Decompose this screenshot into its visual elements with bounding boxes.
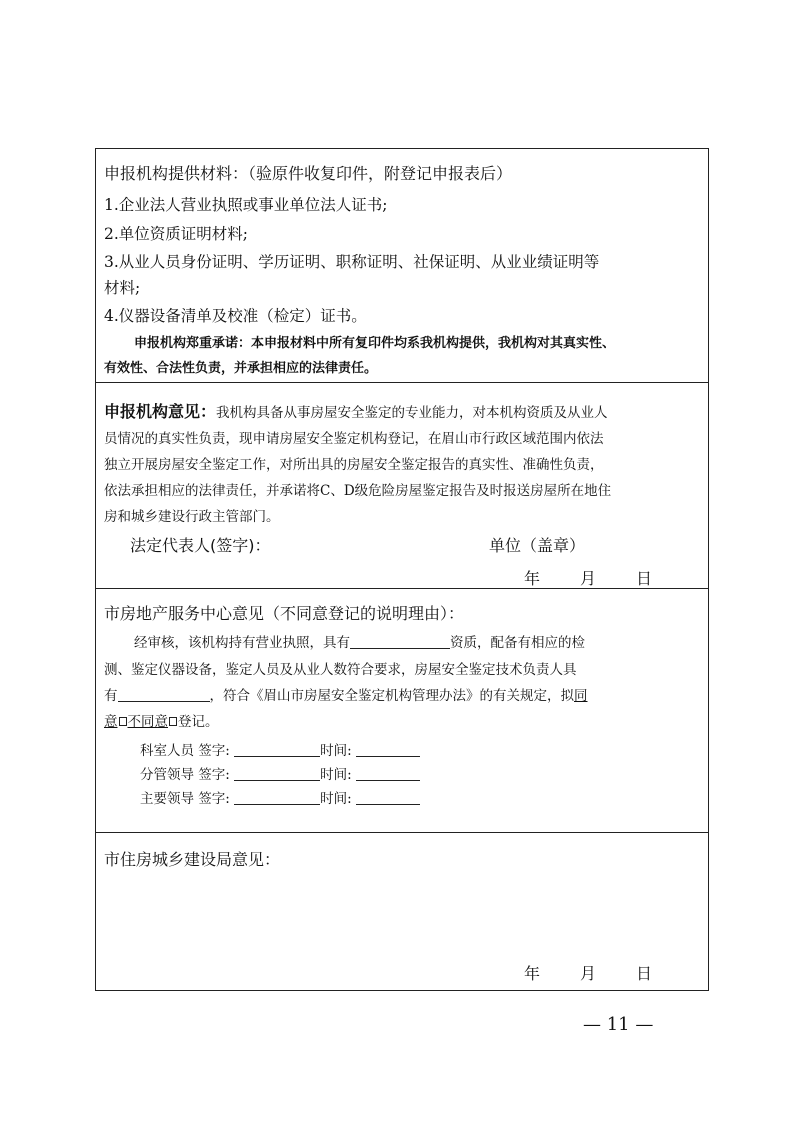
date-day-label: 日 bbox=[636, 964, 653, 983]
promise-line-2: 有效性、合法性负责，并承担相应的法律责任。 bbox=[104, 361, 378, 376]
unit-seal-label: 单位（盖章） bbox=[489, 536, 586, 555]
application-form bbox=[95, 148, 709, 991]
time-blank[interactable] bbox=[356, 765, 420, 781]
applicant-opinion-label: 申报机构意见： bbox=[104, 402, 217, 421]
promise-line-1: 申报机构郑重承诺：本申报材料中所有复印件均系我机构提供，我机构对其真实性、 bbox=[134, 336, 616, 351]
disagree-checkbox[interactable] bbox=[169, 717, 177, 726]
material-item-3-cont: 材料; bbox=[104, 279, 141, 297]
applicant-opinion-text-5: 房和城乡建设行政主管部门。 bbox=[104, 509, 280, 525]
material-item-3: 3.从业人员身份证明、学历证明、职称证明、社保证明、从业业绩证明等 bbox=[104, 253, 600, 271]
material-item-1: 1.企业法人营业执照或事业单位法人证书; bbox=[104, 196, 388, 214]
housing-bureau-section bbox=[96, 833, 708, 992]
date-year-label: 年 bbox=[524, 569, 541, 588]
real-estate-center-section bbox=[96, 589, 708, 833]
review-text-line-4: 意 不同意 登记。 bbox=[104, 714, 219, 730]
applicant-opinion-text-3: 独立开展房屋安全鉴定工作，对所出具的房屋安全鉴定报告的真实性、准确性负责， bbox=[104, 457, 604, 473]
date-year-label: 年 bbox=[524, 964, 541, 983]
review-text-line-2: 测、鉴定仪器设备，鉴定人员及从业人数符合要求，房屋安全鉴定技术负责人具 bbox=[104, 662, 577, 678]
date-day-label: 日 bbox=[636, 569, 653, 588]
housing-bureau-heading: 市住房城乡建设局意见： bbox=[104, 850, 281, 869]
applicant-opinion-text-4: 依法承担相应的法律责任，并承诺将C、D级危险房屋鉴定报告及时报送房屋所在地住 bbox=[104, 483, 612, 499]
review-text-line-1: 经审核，该机构持有营业执照，具有 资质，配备有相应的检 bbox=[134, 635, 585, 651]
legal-representative-signature: 法定代表人(签字)： bbox=[130, 536, 271, 555]
qualification-blank[interactable] bbox=[350, 633, 450, 649]
real-estate-center-heading: 市房地产服务中心意见（不同意登记的说明理由）： bbox=[104, 604, 465, 623]
page-number: — 11 — bbox=[583, 1014, 654, 1035]
date-month-label: 月 bbox=[580, 569, 597, 588]
applicant-opinion-section bbox=[96, 383, 708, 589]
applicant-opinion-text-1: 我机构具备从事房屋安全鉴定的专业能力，对本机构资质及从业人 bbox=[216, 405, 608, 421]
date-month-label: 月 bbox=[580, 964, 597, 983]
signature-blank[interactable] bbox=[234, 741, 320, 757]
agree-checkbox[interactable] bbox=[119, 717, 127, 726]
material-item-2: 2.单位资质证明材料; bbox=[104, 225, 249, 243]
time-blank[interactable] bbox=[356, 789, 420, 805]
review-text-line-3: 有 ，符合《眉山市房屋安全鉴定机构管理办法》的有关规定，拟同 bbox=[104, 688, 588, 704]
signature-blank[interactable] bbox=[234, 765, 320, 781]
tech-lead-blank[interactable] bbox=[118, 686, 210, 702]
time-blank[interactable] bbox=[356, 741, 420, 757]
material-item-4: 4.仪器设备清单及校准（检定）证书。 bbox=[104, 307, 367, 325]
materials-heading: 申报机构提供材料：（验原件收复印件，附登记申报表后） bbox=[104, 164, 513, 183]
signer-row-3: 主要领导 签字: 时间: bbox=[140, 787, 420, 807]
applicant-opinion-text-2: 员情况的真实性负责，现申请房屋安全鉴定机构登记，在眉山市行政区域范围内依法 bbox=[104, 431, 604, 447]
signature-blank[interactable] bbox=[234, 789, 320, 805]
materials-section bbox=[96, 149, 708, 383]
applicant-opinion-first-line bbox=[104, 399, 608, 422]
signer-row-2: 分管领导 签字: 时间: bbox=[140, 763, 420, 783]
signer-row-1: 科室人员 签字: 时间: bbox=[140, 739, 420, 759]
